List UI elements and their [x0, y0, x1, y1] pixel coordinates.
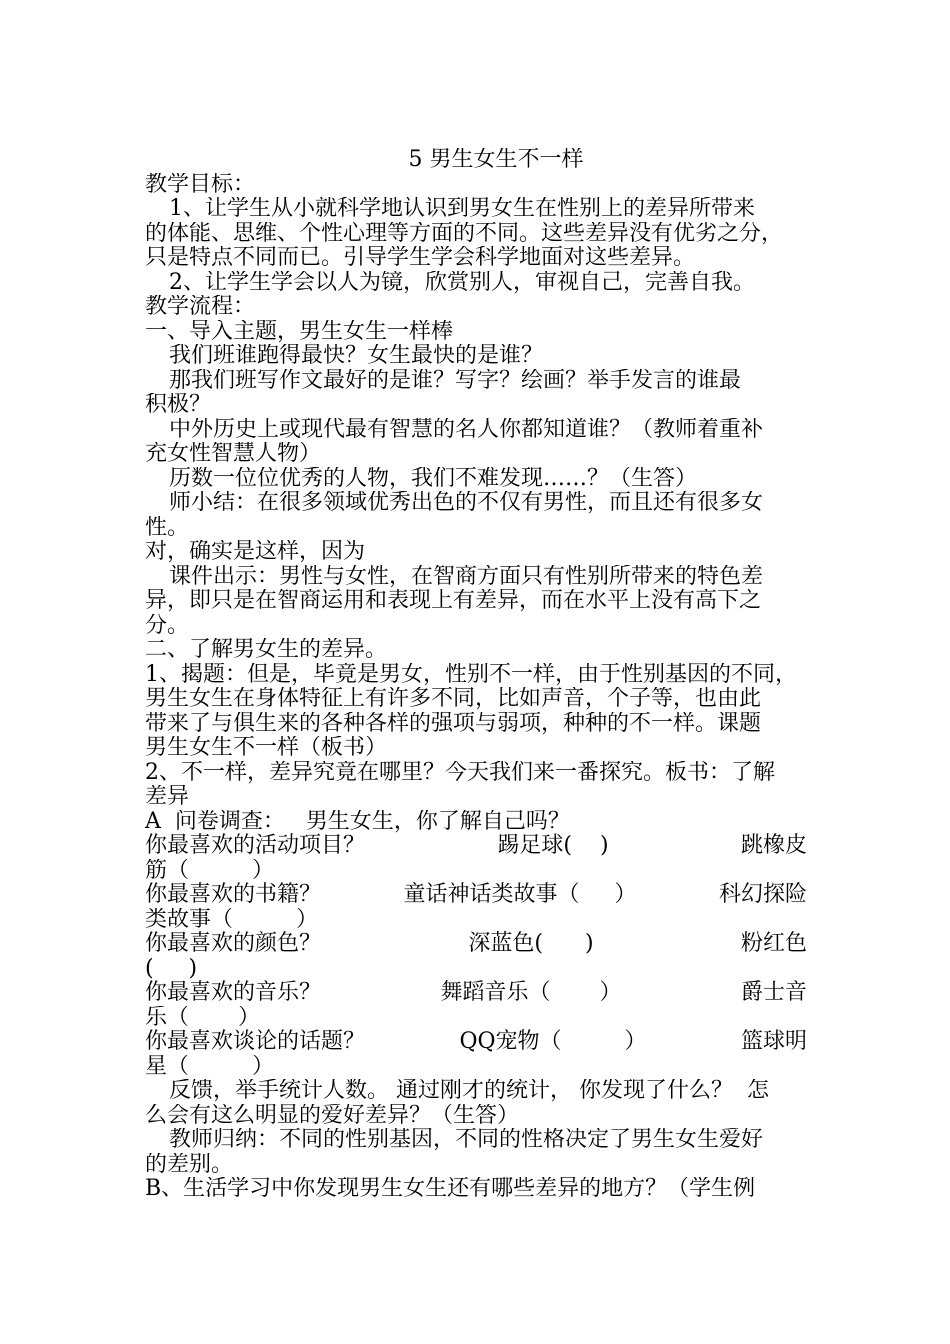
text-line: 我们班谁跑得最快？女生最快的是谁？ [169, 344, 544, 368]
text-line: 男生女生在身体特征上有许多不同，比如声音，个子等，也由此 [145, 687, 762, 711]
survey-row [145, 883, 807, 908]
text-line: 历数一位位优秀的人物，我们不难发现……？（生答） [169, 466, 698, 491]
text-line: 充女性智慧人物） [145, 442, 322, 466]
text-line: 异，即只是在智商运用和表现上有差异，而在水平上没有高下之 [145, 589, 762, 613]
text-line: 只是特点不同而已。引导学生学会科学地面对这些差异。 [145, 246, 696, 270]
text-line: 性。 [145, 515, 190, 540]
text-line: 2、不一样，差异究竟在哪里？今天我们来一番探究。板书：了解 [145, 760, 775, 785]
text-line: A 问卷调查： 男生女生，你了解自己吗？ [145, 809, 570, 834]
survey-row [145, 932, 807, 957]
text-line: 积极？ [145, 393, 212, 417]
text-line: 教师归纳：不同的性别基因，不同的性格决定了男生女生爱好 [169, 1128, 764, 1152]
survey-option: 粉红色 [740, 931, 807, 956]
text-line: B、生活学习中你发现男生女生还有哪些差异的地方？（学生例 [145, 1177, 756, 1201]
survey-row [145, 1030, 807, 1055]
survey-option: 科幻探险 [718, 882, 807, 907]
text-line: 师小结：在很多领域优秀出色的不仅有男性，而且还有很多女 [169, 491, 764, 515]
text-line: 对，确实是这样，因为 [145, 540, 366, 564]
text-line: 2、让学生学会以人为镜，欣赏别人，审视自己，完善自我。 [169, 270, 755, 295]
survey-option: 舞蹈音乐（ ） [440, 980, 622, 1005]
survey-option: 跳橡皮 [740, 833, 807, 858]
survey-question: 你最喜欢的活动项目？ [145, 833, 366, 858]
text-line: 带来了与俱生来的各种各样的强项与弱项，种种的不一样。课题 [145, 711, 762, 736]
survey-question: 你最喜欢的音乐？ [145, 980, 322, 1005]
text-line: 那我们班写作文最好的是谁？写字？绘画？举手发言的谁最 [169, 368, 742, 393]
text-line: 1、让学生从小就科学地认识到男女生在性别上的差异所带来 [169, 197, 755, 221]
document-page [145, 148, 807, 1202]
survey-option: 踢足球( ) [497, 833, 609, 858]
text-line: 课件出示：男性与女性，在智商方面只有性别所带来的特色差 [169, 564, 764, 589]
text-line: 分。 [145, 613, 190, 638]
text-line: 么会有这么明显的爱好差异？（生答） [145, 1103, 520, 1128]
text-line: 的体能、思维、个性心理等方面的不同。这些差异没有优劣之分， [145, 221, 784, 246]
document-title: 5 男生女生不一样 [408, 148, 584, 172]
survey-row [145, 834, 807, 859]
text-line: 教学目标： [145, 172, 256, 197]
section-heading: 一、导入主题，男生女生一样棒 [145, 319, 454, 344]
survey-option-continued: ( ) [145, 956, 198, 981]
survey-question: 你最喜欢谈论的话题？ [145, 1029, 366, 1054]
survey-option: 爵士音 [740, 980, 807, 1005]
survey-option-continued: 筋（ ） [145, 858, 274, 883]
text-line: 男生女生不一样（板书） [145, 736, 388, 760]
text-line: 的差别。 [145, 1152, 234, 1177]
text-line: 教学流程： [145, 295, 256, 319]
survey-question: 你最喜欢的书籍？ [145, 882, 322, 907]
survey-option: 篮球明 [740, 1029, 807, 1054]
survey-option-continued: 乐（ ） [145, 1005, 260, 1030]
survey-option: 童话神话类故事（ ） [403, 882, 637, 907]
section-heading: 二、了解男女生的差异。 [145, 638, 388, 662]
text-line: 中外历史上或现代最有智慧的名人你都知道谁？（教师着重补 [169, 417, 764, 442]
survey-row [145, 981, 807, 1006]
survey-option-continued: 类故事（ ） [145, 907, 318, 932]
text-line: 反馈，举手统计人数。 通过刚才的统计， 你发现了什么？ 怎 [169, 1079, 769, 1103]
survey-question: 你最喜欢的颜色？ [145, 931, 322, 956]
survey-option: QQ宠物（ ） [459, 1029, 647, 1054]
survey-option: 深蓝色( ) [468, 931, 594, 956]
text-line: 差异 [145, 785, 190, 809]
survey-option-continued: 星（ ） [145, 1054, 274, 1079]
text-line: 1、揭题：但是，毕竟是男女，性别不一样，由于性别基因的不同， [145, 662, 797, 687]
